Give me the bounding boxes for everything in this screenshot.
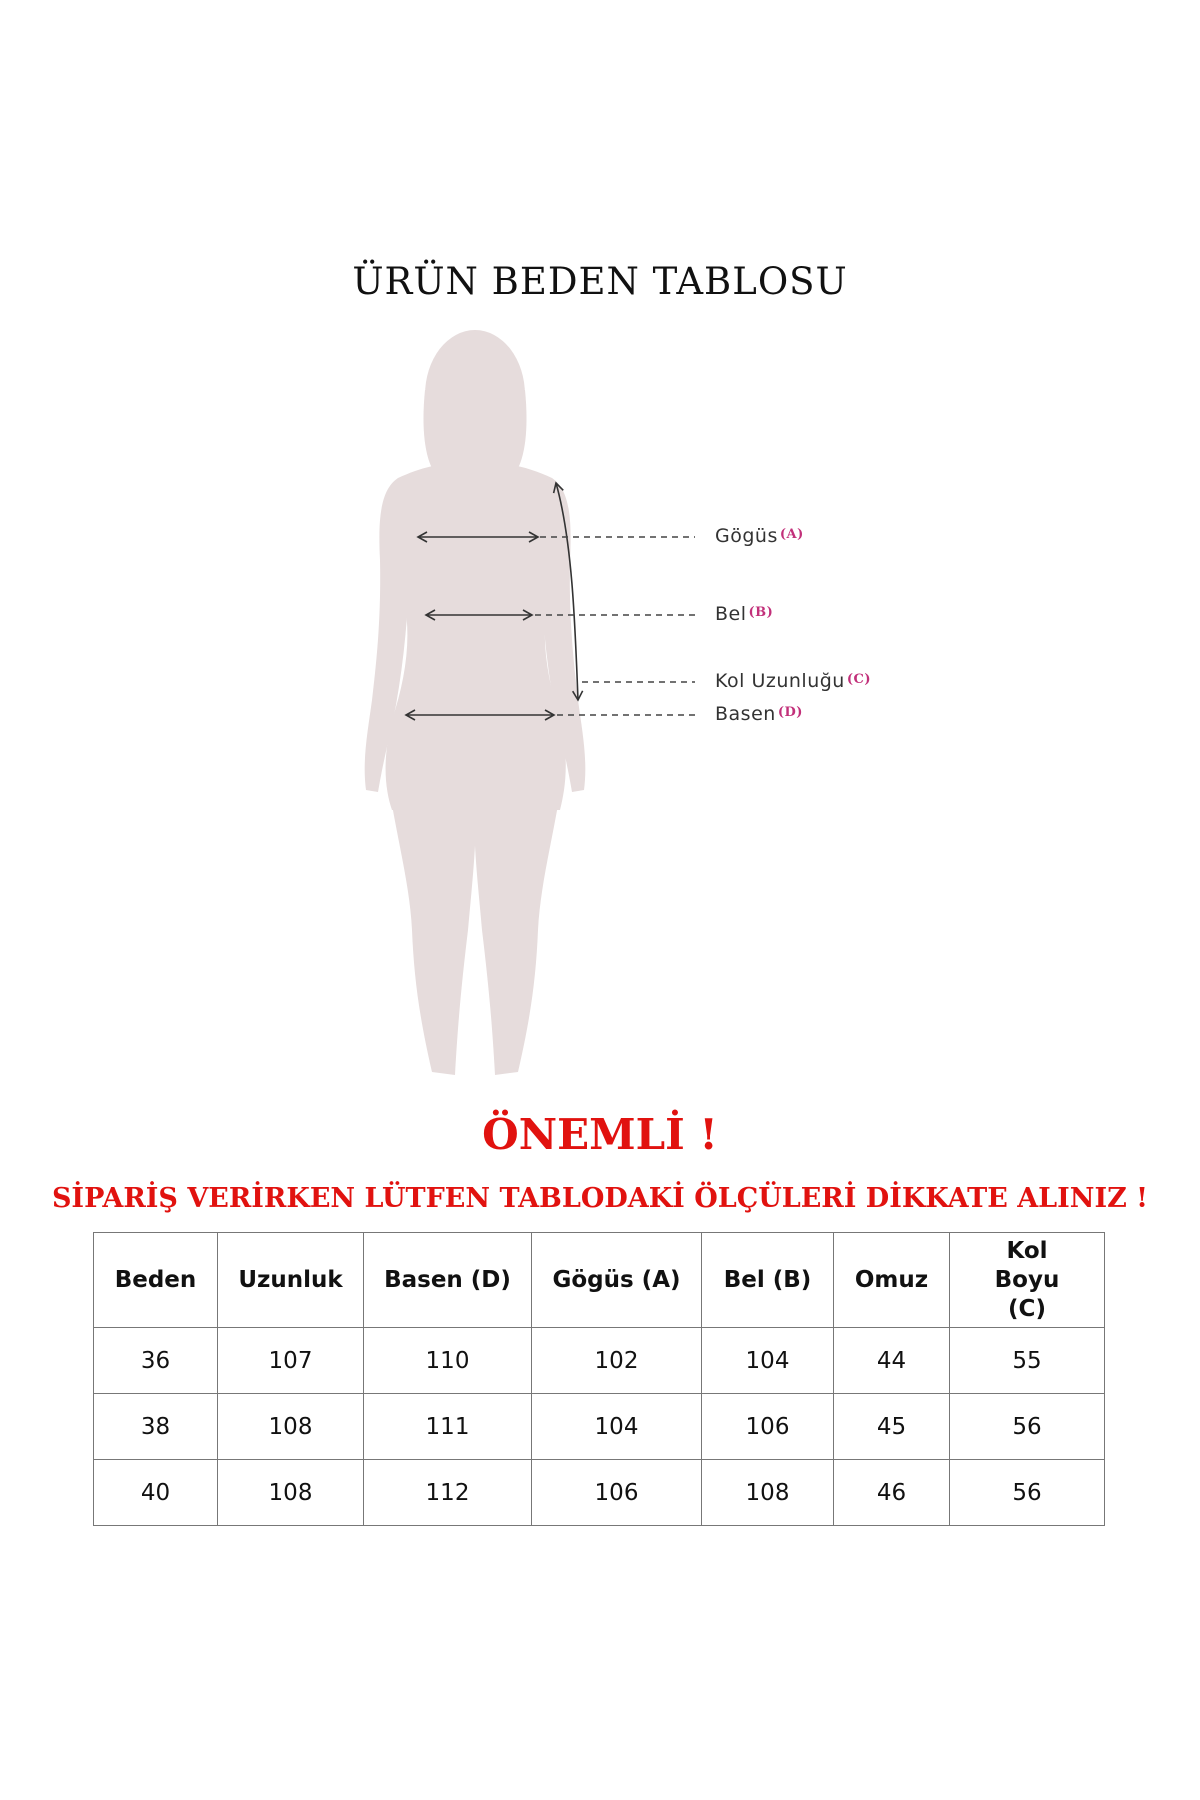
table-cell: 38 xyxy=(94,1394,218,1460)
column-header: Gögüs (A) xyxy=(532,1233,702,1328)
table-cell: 102 xyxy=(532,1328,702,1394)
woman-silhouette xyxy=(365,330,586,1075)
table-row xyxy=(94,1328,1105,1394)
table-row xyxy=(94,1460,1105,1526)
chest-label: Gögüs $^{(A)}$ xyxy=(715,525,804,547)
order-warning-text: SİPARİŞ VERİRKEN LÜTFEN TABLODAKİ ÖLÇÜLERİ DİKKATE ALINIZ ! xyxy=(51,1183,1149,1214)
column-header: Beden xyxy=(94,1233,218,1328)
table-cell: 108 xyxy=(218,1394,364,1460)
table-row xyxy=(94,1394,1105,1460)
table-cell: 111 xyxy=(364,1394,532,1460)
hip-label: Basen $^{(D)}$ xyxy=(715,703,803,725)
table-cell: 106 xyxy=(702,1394,834,1460)
table-cell: 110 xyxy=(364,1328,532,1394)
table-cell: 106 xyxy=(532,1460,702,1526)
size-table xyxy=(93,1232,1105,1526)
table-cell: 36 xyxy=(94,1328,218,1394)
table-cell: 40 xyxy=(94,1460,218,1526)
column-header: Uzunluk xyxy=(218,1233,364,1328)
table-cell: 108 xyxy=(702,1460,834,1526)
column-header: Omuz xyxy=(834,1233,950,1328)
table-cell: 107 xyxy=(218,1328,364,1394)
table-cell: 108 xyxy=(218,1460,364,1526)
column-header: Bel (B) xyxy=(702,1233,834,1328)
table-cell: 55 xyxy=(950,1328,1105,1394)
table-cell: 45 xyxy=(834,1394,950,1460)
table-cell: 104 xyxy=(532,1394,702,1460)
table-cell: 56 xyxy=(950,1460,1105,1526)
table-cell: 46 xyxy=(834,1460,950,1526)
sleeve-length-label: Kol Uzunluğu $^{(C)}$ xyxy=(715,670,871,692)
column-header: Basen (D) xyxy=(364,1233,532,1328)
table-cell: 56 xyxy=(950,1394,1105,1460)
table-cell: 44 xyxy=(834,1328,950,1394)
table-cell: 104 xyxy=(702,1328,834,1394)
waist-label: Bel $^{(B)}$ xyxy=(715,603,774,625)
column-header: Kol Boyu (C) xyxy=(950,1233,1105,1328)
table-header-row xyxy=(94,1233,1105,1328)
table-cell: 112 xyxy=(364,1460,532,1526)
important-heading: ÖNEMLİ ! xyxy=(482,1110,718,1159)
page-title: ÜRÜN BEDEN TABLOSU xyxy=(352,260,848,303)
